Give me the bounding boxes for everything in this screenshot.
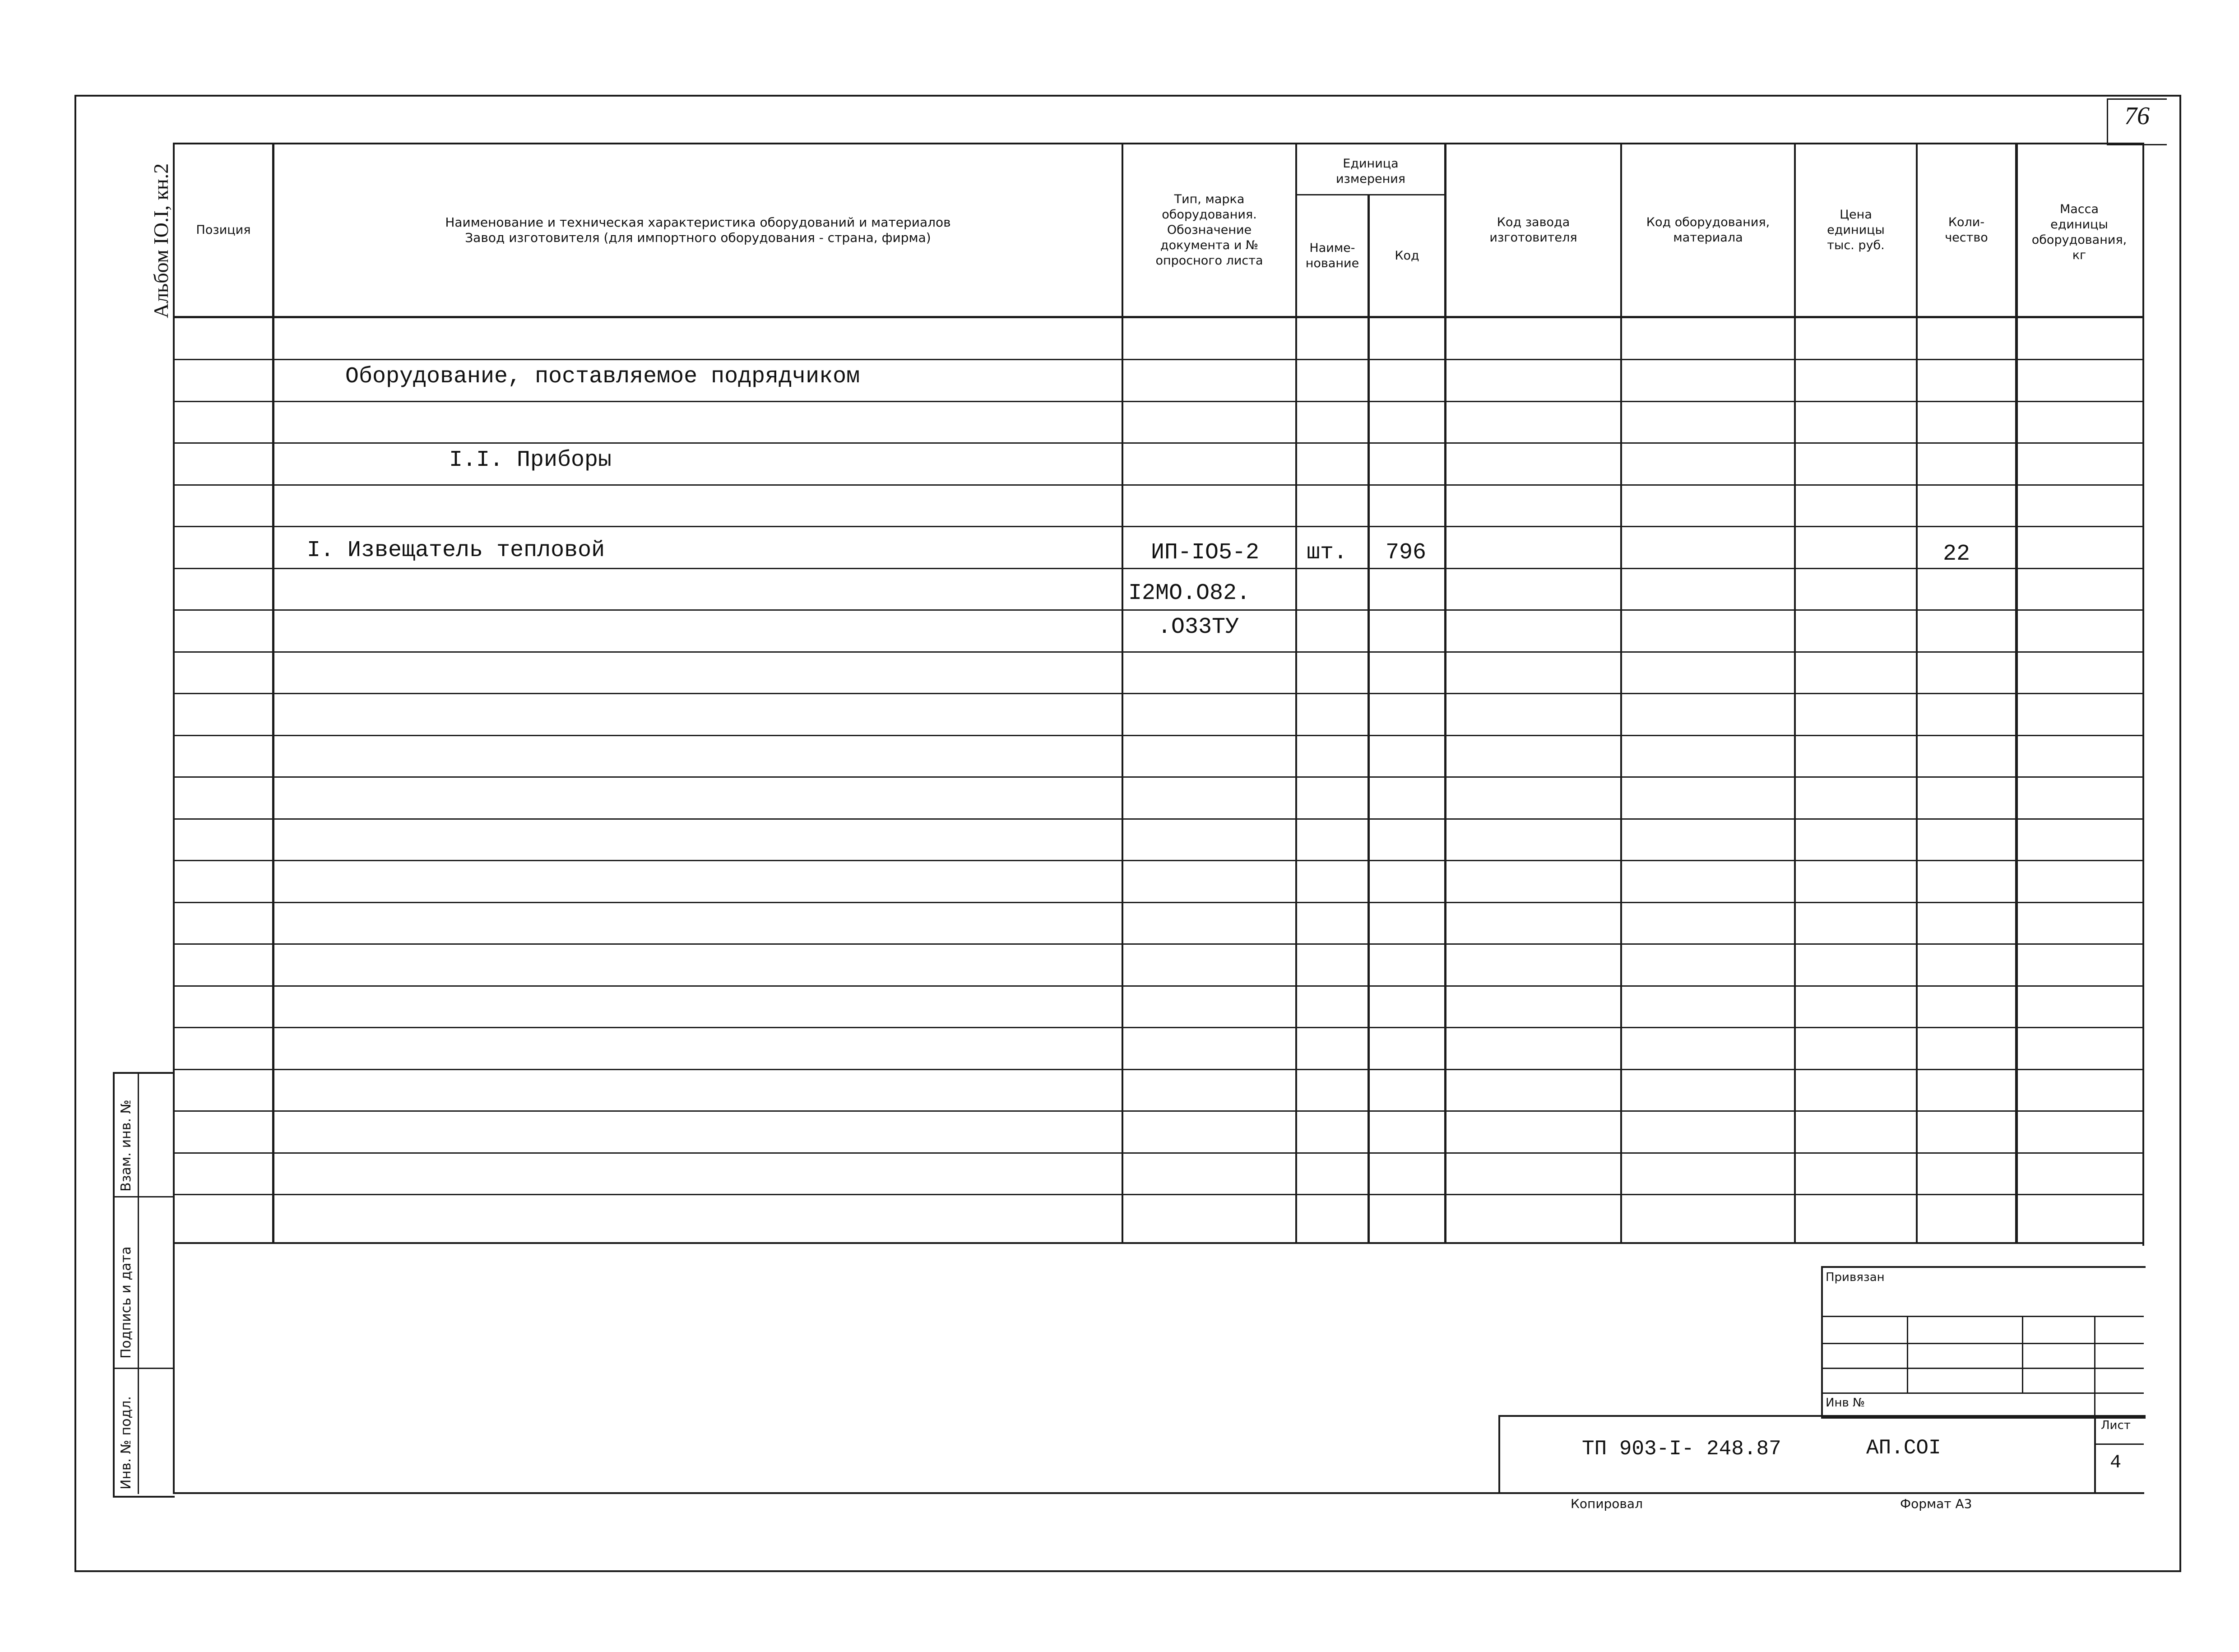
item-name: I. Извещатель тепловой xyxy=(307,538,605,563)
item-unit: шт. xyxy=(1307,540,1348,566)
subsection-title: I.I. Приборы xyxy=(449,447,612,473)
header-quantity: Коли- чество xyxy=(1945,215,1988,245)
header-mass: Масса единицы оборудования, кг xyxy=(2031,202,2127,262)
item-quantity: 22 xyxy=(1943,541,1970,567)
inv-no-label: Инв № xyxy=(1826,1396,1865,1410)
list-value: 4 xyxy=(2110,1452,2122,1473)
album-label: Альбом IO.I, кн.2 xyxy=(149,163,172,318)
header-unit-name: Наиме- нование xyxy=(1305,241,1359,270)
sheet-code: АП.COI xyxy=(1866,1436,1941,1460)
header-type: Тип, марка оборудования. Обозначение документа и № опросного листа xyxy=(1155,192,1263,268)
header-equipment-code: Код оборудования, материала xyxy=(1646,215,1770,245)
item-type-doc-1: I2MO.O82. xyxy=(1128,580,1251,606)
page-number: 76 xyxy=(2124,102,2150,130)
doc-code: ТП 903-I- 248.87 xyxy=(1582,1437,1781,1461)
stamp-inv: Инв. № подл. xyxy=(118,1396,134,1490)
list-label: Лист xyxy=(2101,1419,2131,1432)
privyazan-label: Привязан xyxy=(1826,1271,1885,1284)
item-unit-code: 796 xyxy=(1386,540,1427,566)
section-title: Оборудование, поставляемое подрядчиком xyxy=(345,364,860,390)
header-name: Наименование и техническая характеристика оборудований и материалов Завод изготовителя (для импортного оборудования - страна, фирма) xyxy=(445,215,951,245)
item-type-doc-2: .O33TУ xyxy=(1158,614,1239,640)
header-factory-code: Код завода изготовителя xyxy=(1489,215,1577,245)
header-position: Позиция xyxy=(196,223,251,237)
header-unit-group: Единица измерения xyxy=(1335,157,1406,186)
stamp-podpis: Подпись и дата xyxy=(118,1246,134,1359)
privyazan-block xyxy=(1821,1266,2146,1419)
header-unit-code: Код xyxy=(1395,248,1419,263)
item-type: ИП-IO5-2 xyxy=(1151,540,1260,566)
format-label: Формат А3 xyxy=(1900,1496,1972,1511)
copied-label: Копировал xyxy=(1571,1496,1643,1511)
stamp-vzam: Взам. инв. № xyxy=(118,1100,134,1192)
header-price: Цена единицы тыс. руб. xyxy=(1827,208,1885,252)
